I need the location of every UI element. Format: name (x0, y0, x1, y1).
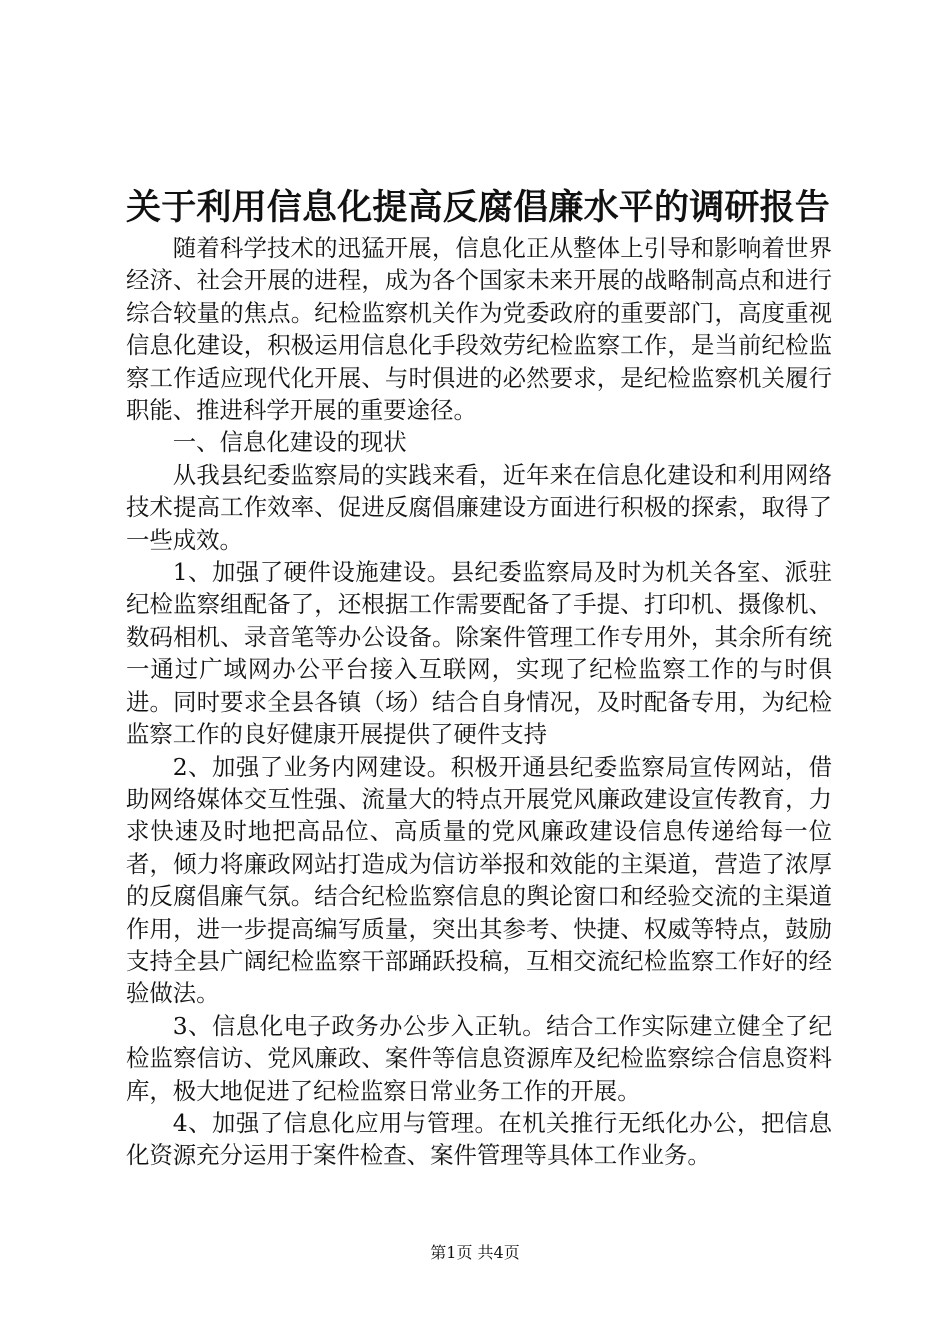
paragraph-item-3: 3、信息化电子政务办公步入正轨。结合工作实际建立健全了纪检监察信访、党风廉政、案件等信息资源库及纪检监察综合信息资料库，极大地促进了纪检监察日常业务工作的开展。 (126, 1011, 832, 1105)
paragraph-intro: 随着科学技术的迅猛开展，信息化正从整体上引导和影响着世界经济、社会开展的进程，成为各个国家未来开展的战略制高点和进行综合较量的焦点。纪检监察机关作为党委政府的重要部门，高度重视信息化建设，积极运用信息化手段效劳纪检监察工作，是当前纪检监察工作适应现代化开展、与时俱进的必然要求，是纪检监察机关履行职能、推进科学开展的重要途径。 (126, 234, 832, 425)
document-body (126, 232, 832, 1172)
paragraph-item-4: 4、加强了信息化应用与管理。在机关推行无纸化办公，把信息化资源充分运用于案件检查、案件管理等具体工作业务。 (126, 1108, 832, 1170)
paragraph-item-2: 2、加强了业务内网建设。积极开通县纪委监察局宣传网站，借助网络媒体交互性强、流量大的特点开展党风廉政建设宣传教育，力求快速及时地把高品位、高质量的党风廉政建设信息传递给每一位者，倾力将廉政网站打造成为信访举报和效能的主渠道，营造了浓厚的反腐倡廉气氛。结合纪检监察信息的舆论窗口和经验交流的主渠道作用，进一步提高编写质量，突出其参考、快捷、权威等特点，鼓励支持全县广阔纪检监察干部踊跃投稿，互相交流纪检监察工作好的经验做法。 (126, 752, 832, 1008)
paragraph-overview: 从我县纪委监察局的实践来看，近年来在信息化建设和利用网络技术提高工作效率、促进反腐倡廉建设方面进行积极的探索，取得了一些成效。 (126, 460, 832, 554)
paragraph-item-1: 1、加强了硬件设施建设。县纪委监察局及时为机关各室、派驻纪检监察组配备了，还根据工作需要配备了手提、打印机、摄像机、数码相机、录音笔等办公设备。除案件管理工作专用外，其余所有统一通过广域网办公平台接入互联网，实现了纪检监察工作的与时俱进。同时要求全县各镇（场）结合自身情况，及时配备专用，为纪检监察工作的良好健康开展提供了硬件支持 (126, 558, 832, 749)
section-heading: 一、信息化建设的现状 (172, 428, 407, 457)
document-title: 关于利用信息化提高反腐倡廉水平的调研报告 (126, 187, 831, 228)
page-indicator: 第1页 共4页 (430, 1243, 520, 1262)
